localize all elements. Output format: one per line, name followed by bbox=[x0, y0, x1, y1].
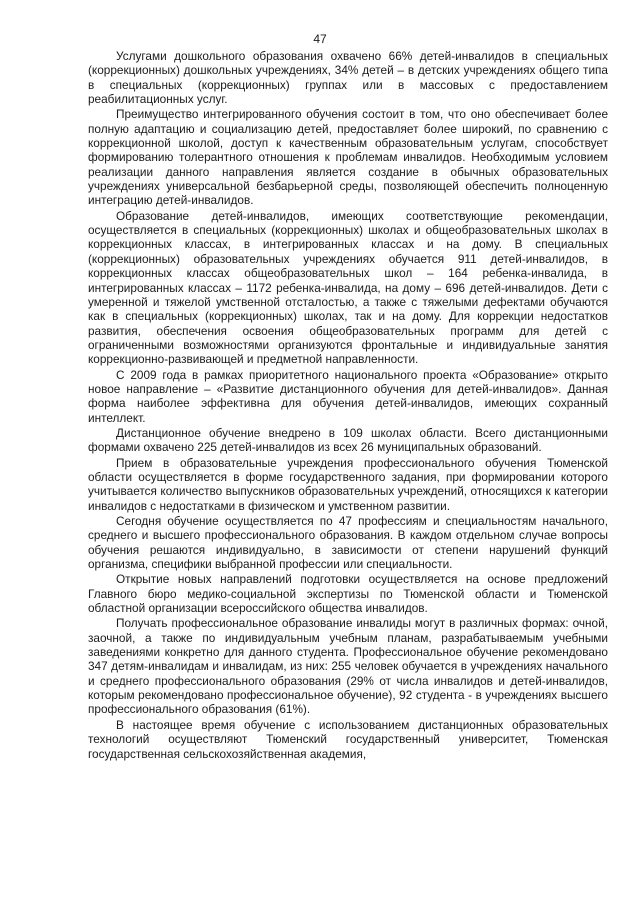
paragraph-professions-offered: Сегодня обучение осуществляется по 47 профессиям и специальностям начального, среднего и высшего профессионального образования. В каждом отдельном случае вопросы обучения решаются индивидуально, в зависимости от степени нарушений функций организма, специфики выбранной профессии или специальности. bbox=[88, 514, 608, 572]
paragraph-forms-of-education: Получать профессиональное образование инвалиды могут в различных формах: очной, заочной, а также по индивидуальным учебным планам, разрабатываемым учебными заведениями конкретно для данного студента. Профессиональное обучение рекомендовано 347 детям-инвалидам и инвалидам, из них: 255 человек обучается в учреждениях начального и среднего профессионального образования (29% от числа инвалидов и детей-инвалидов, которым рекомендовано профессиональное обучение), 92 студента - в учреждениях высшего профессионального образования (61%). bbox=[88, 616, 608, 717]
paragraph-distance-learning-project: С 2009 года в рамках приоритетного национального проекта «Образование» открыто новое направление – «Развитие дистанционного обучения для детей-инвалидов». Данная форма наиболее эффективна для обучения детей-инвалидов, имеющих сохранный интеллект. bbox=[88, 367, 608, 425]
paragraph-preschool-education: Услугами дошкольного образования охвачено 66% детей-инвалидов в специальных (коррекционных) дошкольных учреждениях, 34% детей – в детских учреждениях общего типа в специальных (коррекционных) группах или в массовых с предоставлением реабилитационных услуг. bbox=[88, 49, 608, 107]
paragraph-distance-learning-coverage: Дистанционное обучение внедрено в 109 школах области. Всего дистанционными формами охвачено 225 детей-инвалидов из всех 26 муниципальных образований. bbox=[88, 425, 608, 455]
body-text bbox=[88, 49, 608, 762]
paragraph-education-of-disabled-children: Образование детей-инвалидов, имеющих соответствующие рекомендации, осуществляется в специальных (коррекционных) школах и общеобразовательных школах в коррекционных классах, в интегрированных классах и на дому. В специальных (коррекционных) образовательных учреждениях обучается 911 детей-инвалидов, в коррекционных классах общеобразовательных школ – 164 ребенка-инвалида, в интегрированных классах – 1172 ребенка-инвалида, на дому – 696 детей-инвалидов. Дети с умеренной и тяжелой умственной отсталостью, а также с тяжелыми дефектами обучаются как в специальных (коррекционных) школах, так и на дому. Для коррекции недостатков развития, обеспечения освоения общеобразовательных программ для детей с ограниченными возможностями организуются фронтальные и индивидуальные занятия коррекционно-развивающей и предметной направленности. bbox=[88, 208, 608, 367]
paragraph-integrated-learning: Преимущество интегрированного обучения состоит в том, что оно обеспечивает более полную адаптацию и социализацию детей, предоставляет более широкий, по сравнению с коррекционной школой, доступ к качественным образовательным услугам, способствует формированию толерантного отношения к проблемам инвалидов. Необходимым условием реализации данного направления является создание в обычных образовательных учреждениях универсальной безбарьерной среды, позволяющей обеспечить полноценную интеграцию детей-инвалидов. bbox=[88, 107, 608, 208]
page-number: 47 bbox=[313, 32, 327, 46]
paragraph-new-directions: Открытие новых направлений подготовки осуществляется на основе предложений Главного бюро медико-социальной экспертизы по Тюменской области и Тюменской областной организации всероссийского общества инвалидов. bbox=[88, 572, 608, 616]
paragraph-vocational-admission: Прием в образовательные учреждения профессионального обучения Тюменской области осуществляется в форме государственного задания, при формировании которого учитывается количество выпускников образовательных учреждений, относящихся к категории инвалидов с недостатками в физическом и умственном развитии. bbox=[88, 455, 608, 513]
paragraph-distance-technologies: В настоящее время обучение с использованием дистанционных образовательных технологий осуществляют Тюменский государственный университет, Тюменская государственная сельскохозяйственная академия, bbox=[88, 717, 608, 761]
